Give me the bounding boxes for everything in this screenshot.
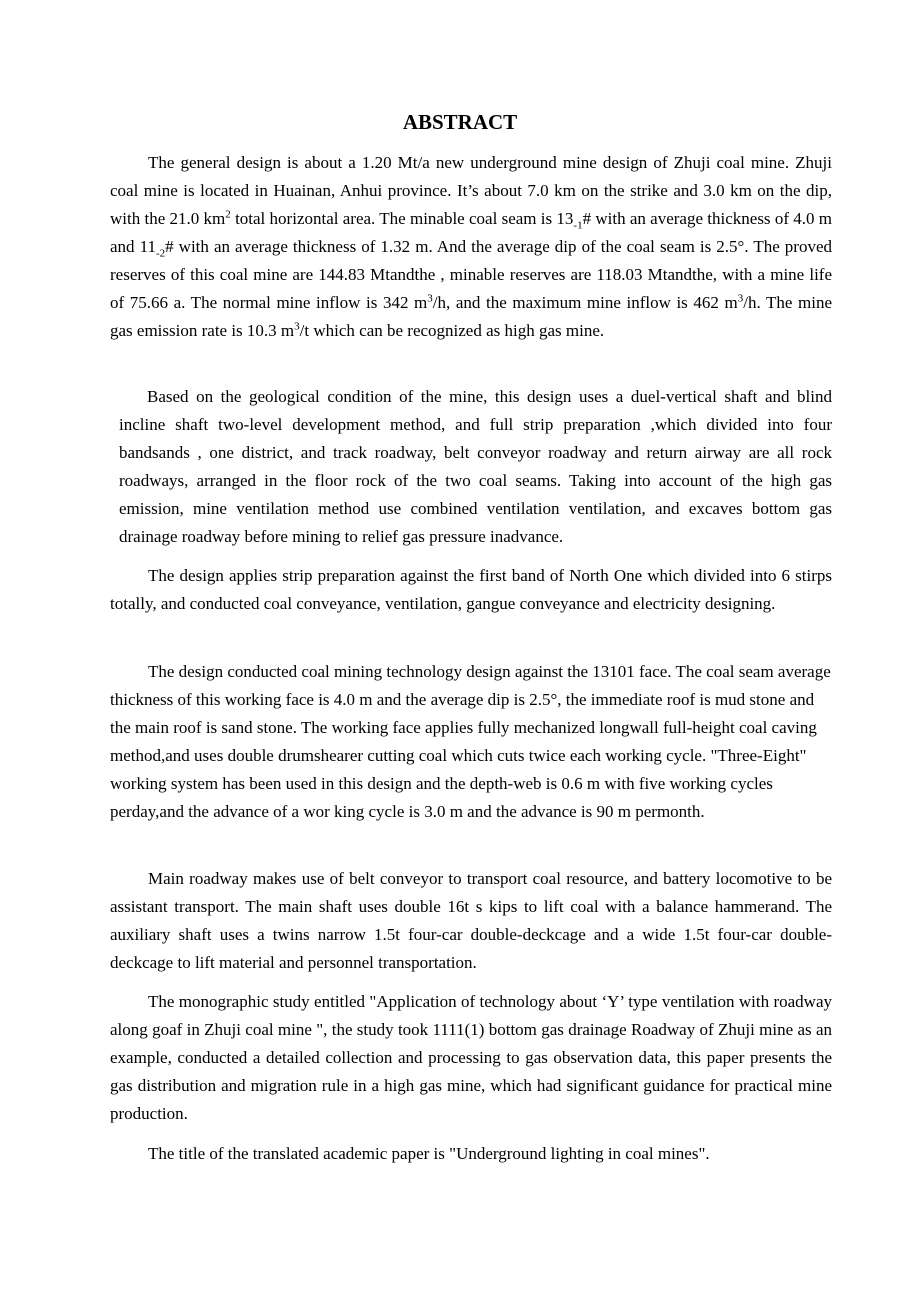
- paragraph-mining-technology: The design conducted coal mining technology design against the 13101 face. The coal seam average thickness of this working face is 4.0 m and the average dip is 2.5°, the immediate roof is mud stone and the main roof is sand stone. The working face applies fully mechanized longwall full-height coal caving method,and uses double drumshearer cutting coal which cuts twice each working cycle. "Three-Eight" working system has been used in this design and the depth-web is 0.6 m with five working cycles perday,and the advance of a wor king cycle is 3.0 m and the advance is 90 m permonth.: [110, 662, 831, 821]
- subscript: -1: [573, 219, 583, 232]
- text-segment: total horizontal area. The minable coal seam is 13: [230, 209, 574, 228]
- text-segment: /t which can be recognized as high gas mine.: [299, 321, 605, 340]
- abstract-title: ABSTRACT: [402, 110, 518, 134]
- text-segment: The general design is about a 1.20 Mt/a new underground mine design of Zhuji coal mine. Zhuji coal mine is located in Huainan, Anhui province. It’s about 7.0 km on the strike and 3.0 km on the dip, with the 21.0 km: [110, 153, 832, 228]
- paragraph-monographic-study: The monographic study entitled "Application of technology about ‘Y’ type ventilation with roadway along goaf in Zhuji coal mine ", the study took 1111(1) bottom gas drainage Roadway of Zhuji mine as an example, conducted a detailed collection and processing to gas observation data, this paper presents the gas distribution and migration rule in a high gas mine, which had significant guidance for practical mine production.: [110, 992, 832, 1123]
- paragraph-mine-overview: [110, 149, 832, 345]
- superscript: 3: [294, 320, 300, 333]
- text-segment: # with an average thickness of 4.0 m and 11: [110, 209, 833, 256]
- paragraph-development-method: Based on the geological condition of the mine, this design uses a duel-vertical shaft and blind incline shaft two-level development method, and full strip preparation ,which divided into four bandsands , one district, and track roadway, belt conveyor roadway and return airway are all rock roadways, arranged in the floor rock of the two coal seams. Taking into account of the high gas emission, mine ventilation method use combined ventilation ventilation, and excaves bottom gas drainage roadway before mining to relief gas pressure inadvance.: [119, 387, 832, 546]
- text-segment: /h. The mine gas emission rate is 10.3 m: [110, 293, 832, 340]
- paragraph-transport: Main roadway makes use of belt conveyor to transport coal resource, and battery locomotive to be assistant transport. The main shaft uses double 16t s kips to lift coal with a balance hammerand. The auxiliary shaft uses a twins narrow 1.5t four-car double-deckcage and a wide 1.5t four-car double-deckcage to lift material and personnel transportation.: [110, 869, 832, 972]
- text-segment: /h, and the maximum mine inflow is 462 m: [432, 293, 738, 312]
- superscript: 3: [737, 292, 744, 305]
- text-segment: # with an average thickness of 1.32 m. And the average dip of the coal seam is 2.5°. The proved reserves of this coal mine are 144.83 Mtandthe , minable reserves are 118.03 Mtandthe, with a mine life of 75.66 a. The normal mine inflow is 342 m: [110, 237, 833, 312]
- superscript: 3: [427, 292, 433, 305]
- paragraph-translated-paper: The title of the translated academic paper is "Underground lighting in coal mines".: [148, 1144, 710, 1163]
- subscript: -2: [155, 247, 166, 260]
- superscript: 2: [225, 208, 231, 221]
- paragraph-strip-preparation: The design applies strip preparation against the first band of North One which divided into 6 stirps totally, and conducted coal conveyance, ventilation, gangue conveyance and electricity designing.: [110, 566, 832, 613]
